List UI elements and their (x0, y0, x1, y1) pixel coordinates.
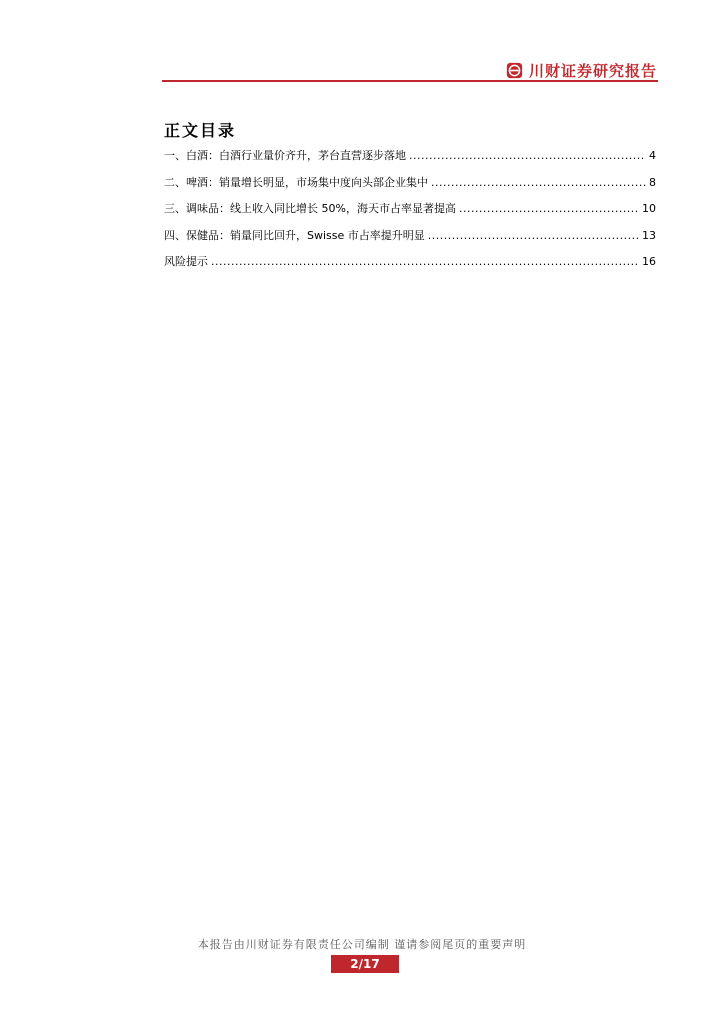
toc-entry-page: 4 (649, 149, 656, 162)
footer-disclaimer: 本报告由川财证券有限责任公司编制 谨请参阅尾页的重要声明 (197, 938, 527, 951)
toc-leader-dots (428, 229, 639, 242)
chuancai-logo-icon (506, 62, 523, 79)
toc-entry[interactable] (164, 253, 656, 280)
toc-entry-page: 8 (649, 175, 656, 189)
toc-entry-text: 三、调味品：线上收入同比增长 50%，海天市占率显著提高 (164, 202, 456, 215)
toc-leader-dots (431, 176, 646, 189)
toc-leader-dots (459, 202, 639, 215)
page-number: 2/17 (331, 955, 399, 973)
toc-entry-text: 一、白酒：白酒行业量价齐升，茅台直营逐步落地 (164, 149, 406, 162)
toc-title: 正文目录 (164, 121, 237, 140)
toc-leader-dots (211, 255, 639, 268)
toc-entry-page: 13 (642, 228, 656, 242)
toc-entry[interactable] (164, 200, 656, 227)
toc-entry-page: 10 (642, 202, 656, 215)
brand-name: 川财证券研究报告 (528, 61, 657, 80)
toc-entry-text: 风险提示 (164, 255, 208, 268)
toc-entry-page: 16 (642, 255, 656, 268)
toc-entry[interactable] (164, 147, 656, 174)
toc-entry[interactable] (164, 174, 656, 201)
toc-leader-dots (409, 149, 646, 162)
toc-entry-text: 二、啤酒：销量增长明显，市场集中度向头部企业集中 (164, 175, 428, 189)
header-divider (162, 80, 658, 82)
toc-entry-text: 四、保健品：销量同比回升，Swisse 市占率提升明显 (164, 228, 425, 242)
header-brand (506, 59, 657, 81)
toc-list (164, 147, 656, 280)
toc-entry[interactable] (164, 227, 656, 254)
